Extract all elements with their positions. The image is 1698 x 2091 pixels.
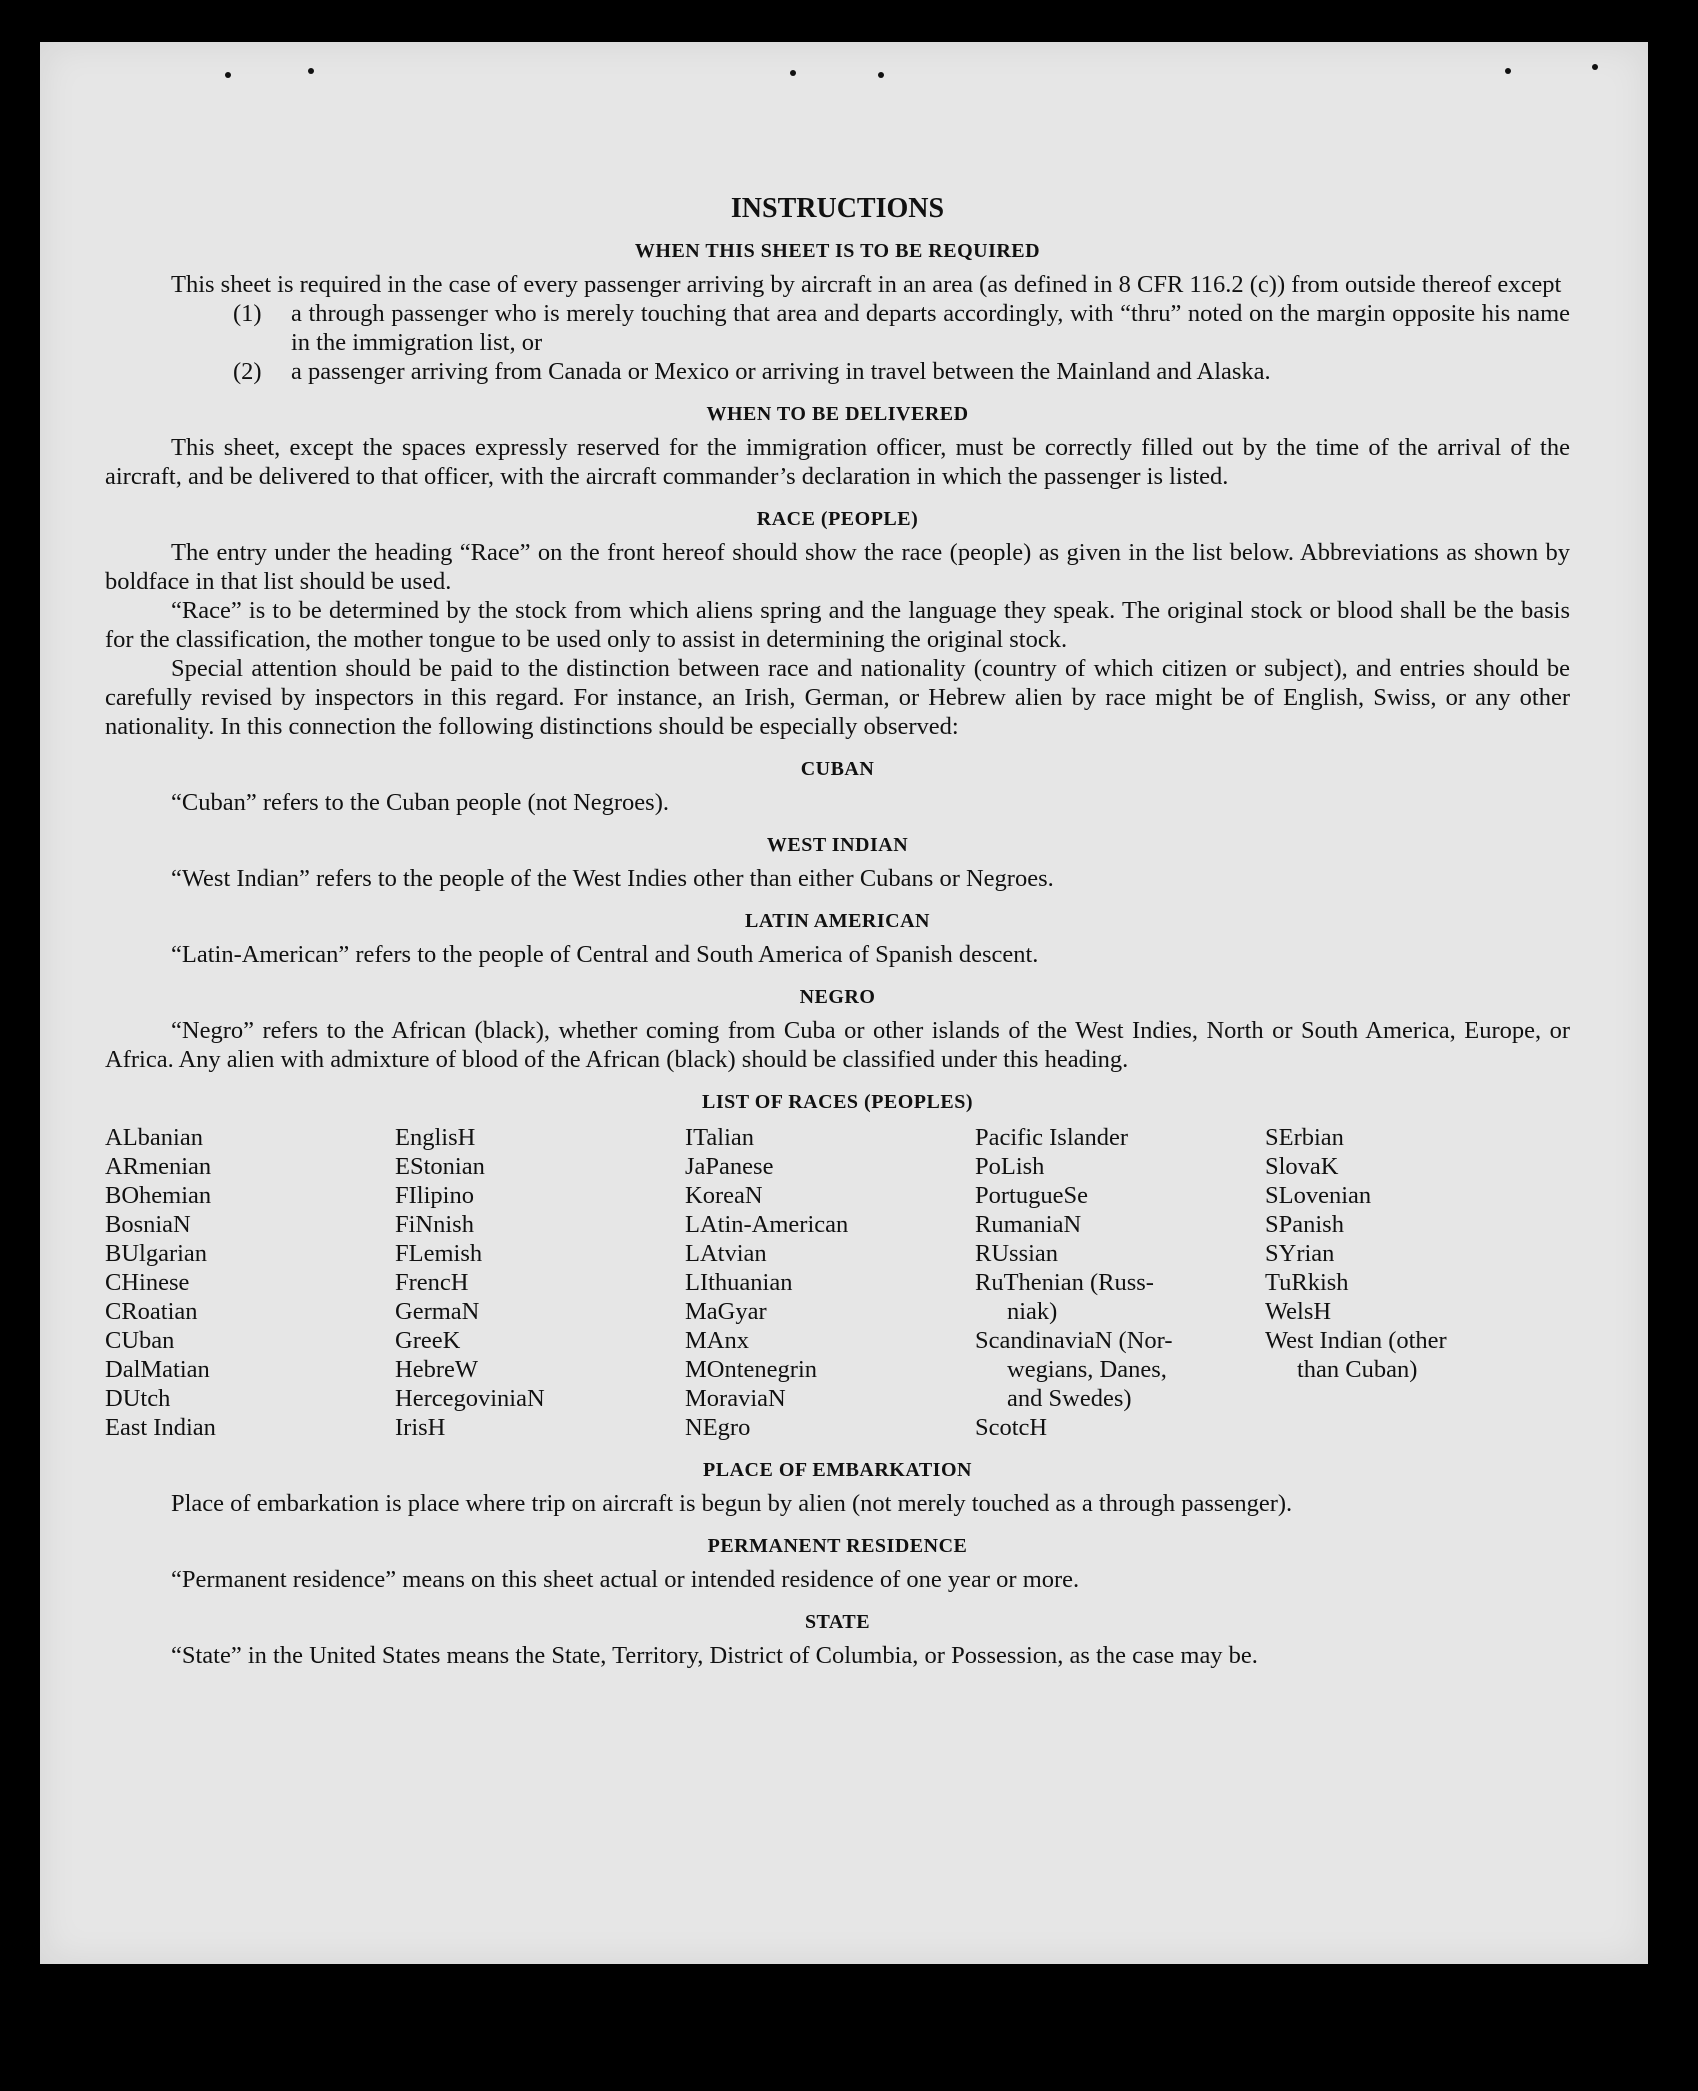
race-entry: SlovaK	[1265, 1153, 1339, 1180]
punch-dot	[1505, 68, 1511, 74]
race-entry: CRoatian	[105, 1298, 198, 1325]
race-entry: than Cuban)	[1297, 1356, 1418, 1383]
race-entry: ScandinaviaN (Nor-	[975, 1327, 1173, 1354]
section-heading: RACE (PEOPLE)	[756, 508, 919, 530]
section-heading: WHEN THIS SHEET IS TO BE REQUIRED	[634, 240, 1041, 262]
paragraph: “Permanent residence” means on this sheet actual or intended residence of one year or more.	[171, 1566, 1080, 1593]
race-entry: FLemish	[395, 1240, 483, 1267]
race-entry: PortugueSe	[975, 1182, 1088, 1209]
section-heading: WHEN TO BE DELIVERED	[706, 403, 969, 425]
race-entry: GreeK	[395, 1327, 461, 1354]
race-entry: East Indian	[105, 1414, 216, 1441]
paragraph: “State” in the United States means the State, Territory, District of Columbia, or Possession, as the case may be.	[171, 1642, 1258, 1669]
race-entry: ScotcH	[975, 1414, 1048, 1441]
section-heading: CUBAN	[800, 758, 875, 780]
races-column	[685, 1123, 975, 1442]
paragraph: The entry under the heading “Race” on the front hereof should show the race (people) as given in the list below. Abbreviations as shown by boldface in that list should be used.	[105, 539, 1570, 595]
punch-dot	[790, 70, 796, 76]
race-entry: and Swedes)	[1007, 1385, 1132, 1412]
paragraph: “Cuban” refers to the Cuban people (not Negroes).	[171, 789, 669, 816]
section-heading: LIST OF RACES (PEOPLES)	[701, 1091, 973, 1113]
races-column	[975, 1123, 1265, 1442]
races-column	[395, 1123, 685, 1442]
race-entry: MoraviaN	[685, 1385, 786, 1412]
paragraph: This sheet is required in the case of every passenger arriving by aircraft in an area (as defined in 8 CFR 116.2 (c)) from outside thereof except	[171, 271, 1562, 298]
race-entry: DUtch	[105, 1385, 171, 1412]
section-heading: PLACE OF EMBARKATION	[703, 1459, 972, 1481]
race-entry: LAtin-American	[685, 1211, 849, 1238]
paragraph: Place of embarkation is place where trip on aircraft is begun by alien (not merely touched as a through passenger).	[171, 1490, 1293, 1517]
race-entry: ALbanian	[105, 1124, 203, 1151]
punch-dot	[308, 68, 314, 74]
race-entry: TuRkish	[1265, 1269, 1349, 1296]
race-entry: CUban	[105, 1327, 175, 1354]
document-page	[40, 42, 1648, 1964]
paragraph: “West Indian” refers to the people of the West Indies other than either Cubans or Negroes.	[171, 865, 1054, 892]
race-entry: FiNnish	[395, 1211, 474, 1238]
paragraph: “Latin-American” refers to the people of Central and South America of Spanish descent.	[171, 941, 1039, 968]
race-entry: IrisH	[395, 1414, 446, 1441]
race-entry: RumaniaN	[975, 1211, 1082, 1238]
punch-dot	[878, 72, 884, 78]
race-entry: JaPanese	[685, 1153, 774, 1180]
race-entry: WelsH	[1265, 1298, 1332, 1325]
race-entry: ITalian	[685, 1124, 755, 1151]
race-entry: KoreaN	[685, 1182, 763, 1209]
paragraph: This sheet, except the spaces expressly reserved for the immigration officer, must be correctly filled out by the time of the arrival of the aircraft, and be delivered to that officer, with the aircraft commander’s declaration in which the passenger is listed.	[105, 434, 1570, 490]
race-entry: BosniaN	[105, 1211, 191, 1238]
race-entry: SYrian	[1265, 1240, 1335, 1267]
section-heading: NEGRO	[799, 986, 876, 1008]
paragraph: “Negro” refers to the African (black), whether coming from Cuba or other islands of the West Indies, North or South America, Europe, or Africa. Any alien with admixture of blood of the African (black) should be classified under this heading.	[105, 1017, 1570, 1073]
race-entry: RUssian	[975, 1240, 1059, 1267]
race-entry: GermaN	[395, 1298, 480, 1325]
race-entry: HebreW	[395, 1356, 478, 1383]
race-entry: MOntenegrin	[685, 1356, 817, 1383]
race-entry: ARmenian	[105, 1153, 212, 1180]
race-entry: West Indian (other	[1265, 1327, 1447, 1354]
races-column	[105, 1123, 395, 1442]
race-entry: Pacific Islander	[975, 1124, 1129, 1151]
list-item: (2) a passenger arriving from Canada or Mexico or arriving in travel between the Mainland and Alaska.	[233, 358, 1271, 385]
race-entry: MaGyar	[685, 1298, 767, 1325]
race-entry: EnglisH	[395, 1124, 476, 1151]
races-list	[105, 1123, 1570, 1442]
race-entry: NEgro	[685, 1414, 751, 1441]
race-entry: SPanish	[1265, 1211, 1344, 1238]
page-title: INSTRUCTIONS	[730, 193, 945, 224]
race-entry: EStonian	[395, 1153, 485, 1180]
race-entry: wegians, Danes,	[1007, 1356, 1167, 1383]
race-entry: FrencH	[395, 1269, 469, 1296]
races-column	[1265, 1123, 1555, 1442]
list-item: (1) a through passenger who is merely touching that area and departs accordingly, with “thru” noted on the margin opposite his name in the immigration list, or	[233, 300, 1570, 356]
race-entry: niak)	[1007, 1298, 1058, 1325]
paragraph: “Race” is to be determined by the stock from which aliens spring and the language they speak. The original stock or blood shall be the basis for the classification, the mother tongue to be used only to assist in determining the original stock.	[105, 597, 1570, 653]
race-entry: FIlipino	[395, 1182, 474, 1209]
section-heading: PERMANENT RESIDENCE	[707, 1535, 968, 1557]
race-entry: PoLish	[975, 1153, 1045, 1180]
instructions-content	[105, 154, 1570, 1670]
race-entry: LIthuanian	[685, 1269, 793, 1296]
section-heading: STATE	[804, 1611, 871, 1633]
race-entry: RuThenian (Russ-	[975, 1269, 1154, 1296]
race-entry: MAnx	[685, 1327, 749, 1354]
punch-dot	[225, 72, 231, 78]
section-heading: LATIN AMERICAN	[745, 910, 930, 932]
paragraph: Special attention should be paid to the distinction between race and nationality (country of which citizen or subject), and entries should be carefully revised by inspectors in this regard. For instance, an Irish, German, or Hebrew alien by race might be of English, Swiss, or any other nationality. In this connection the following distinctions should be especially observed:	[105, 655, 1570, 740]
punch-dot	[1592, 64, 1598, 70]
race-entry: HercegoviniaN	[395, 1385, 545, 1412]
race-entry: BUlgarian	[105, 1240, 208, 1267]
race-entry: BOhemian	[105, 1182, 212, 1209]
race-entry: SLovenian	[1265, 1182, 1372, 1209]
race-entry: LAtvian	[685, 1240, 767, 1267]
race-entry: DalMatian	[105, 1356, 210, 1383]
section-heading: WEST INDIAN	[766, 834, 909, 856]
race-entry: SErbian	[1265, 1124, 1344, 1151]
race-entry: CHinese	[105, 1269, 190, 1296]
